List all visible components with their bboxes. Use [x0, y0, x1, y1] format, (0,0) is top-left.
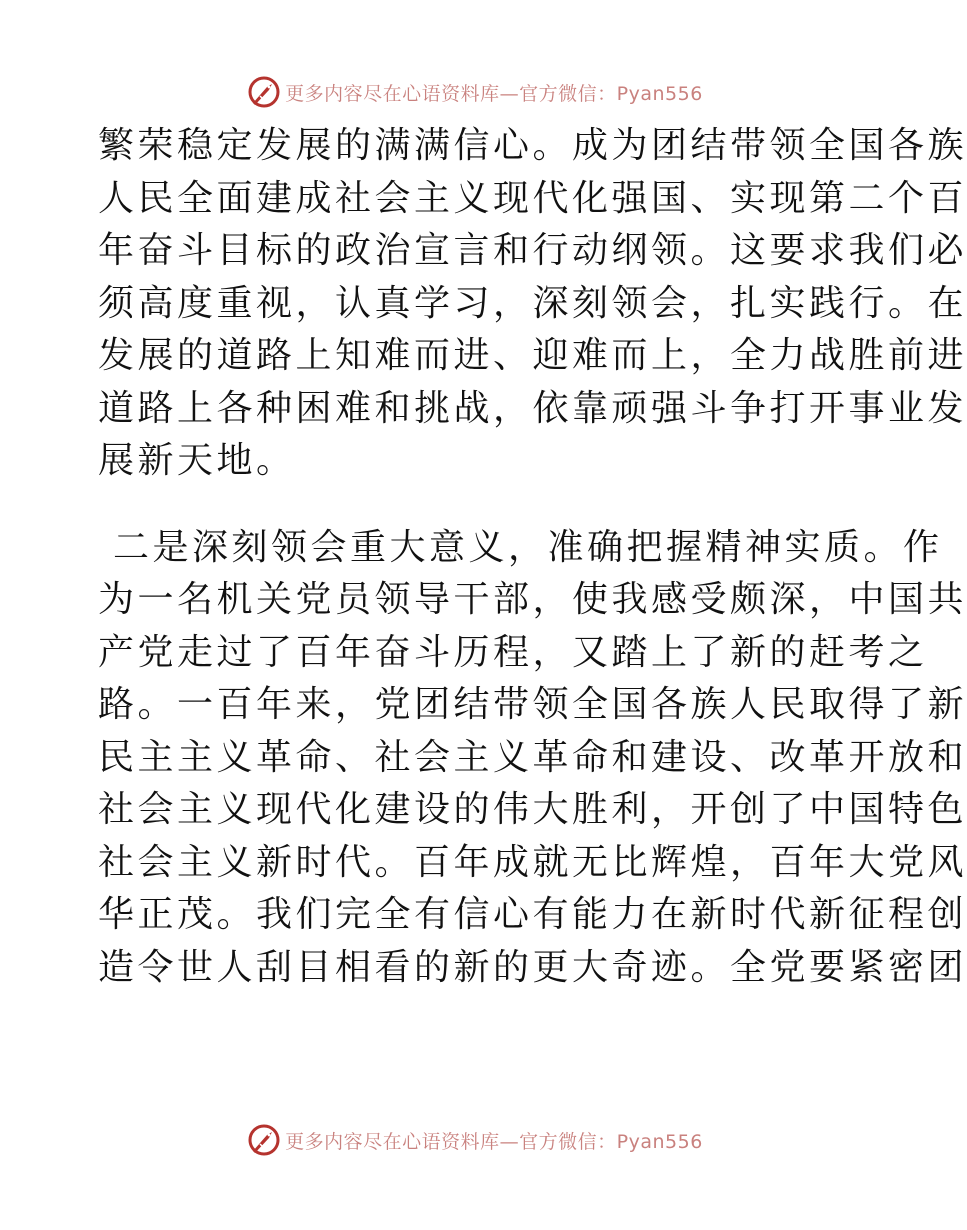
- page-header-banner: [0, 72, 950, 112]
- paragraph-line: 人民全面建成社会主义现代化强国、实现第二个百: [98, 177, 967, 219]
- pen-nib-logo-icon: [247, 75, 281, 109]
- paragraph-line: 民主主义革命、社会主义革命和建设、改革开放和: [98, 736, 967, 778]
- page-footer-banner: [0, 1120, 950, 1160]
- paragraph-line: 道路上各种困难和挑战，依靠顽强斗争打开事业发: [98, 387, 967, 429]
- paragraph-line: 路。一百年来，党团结带领全国各族人民取得了新: [98, 684, 967, 725]
- paragraph-gap: [98, 488, 858, 522]
- paragraph-1: [98, 120, 967, 488]
- paragraph-line: 二是深刻领会重大意义，准确把握精神实质。作: [98, 526, 943, 568]
- paragraph-2: [98, 522, 967, 995]
- paragraph-line: 社会主义现代化建设的伟大胜利，开创了中国特色: [98, 789, 967, 830]
- footer-banner-handle: Pyan556: [616, 1130, 703, 1153]
- paragraph-line: 造令世人刮目相看的新的更大奇迹。全党要紧密团: [98, 946, 967, 988]
- pen-nib-logo-icon: [247, 1123, 281, 1157]
- footer-banner-inner: [247, 1123, 703, 1157]
- paragraph-line: 繁荣稳定发展的满满信心。成为团结带领全国各族: [98, 125, 967, 166]
- paragraph-line: 为一名机关党员领导干部，使我感受颇深，中国共: [98, 579, 967, 620]
- paragraph-line: 华正茂。我们完全有信心有能力在新时代新征程创: [98, 894, 967, 935]
- paragraph-line: 须高度重视，认真学习，深刻领会，扎实践行。在: [98, 282, 967, 324]
- header-banner-inner: [247, 75, 703, 109]
- paragraph-line: 展新天地。: [98, 440, 296, 481]
- document-body: [98, 120, 967, 994]
- footer-banner-text: [285, 1127, 703, 1154]
- paragraph-line: 年奋斗目标的政治宣言和行动纲领。这要求我们必: [98, 230, 967, 271]
- footer-banner-label: 更多内容尽在心语资料库—官方微信：: [285, 1130, 617, 1153]
- paragraph-line: 发展的道路上知难而进、迎难而上，全力战胜前进: [98, 335, 967, 376]
- paragraph-line: 社会主义新时代。百年成就无比辉煌，百年大党风: [98, 841, 967, 883]
- header-banner-text: [285, 79, 703, 106]
- header-banner-label: 更多内容尽在心语资料库—官方微信：: [285, 82, 617, 105]
- paragraph-line: 产党走过了百年奋斗历程，又踏上了新的赶考之: [98, 631, 928, 673]
- header-banner-handle: Pyan556: [616, 82, 703, 105]
